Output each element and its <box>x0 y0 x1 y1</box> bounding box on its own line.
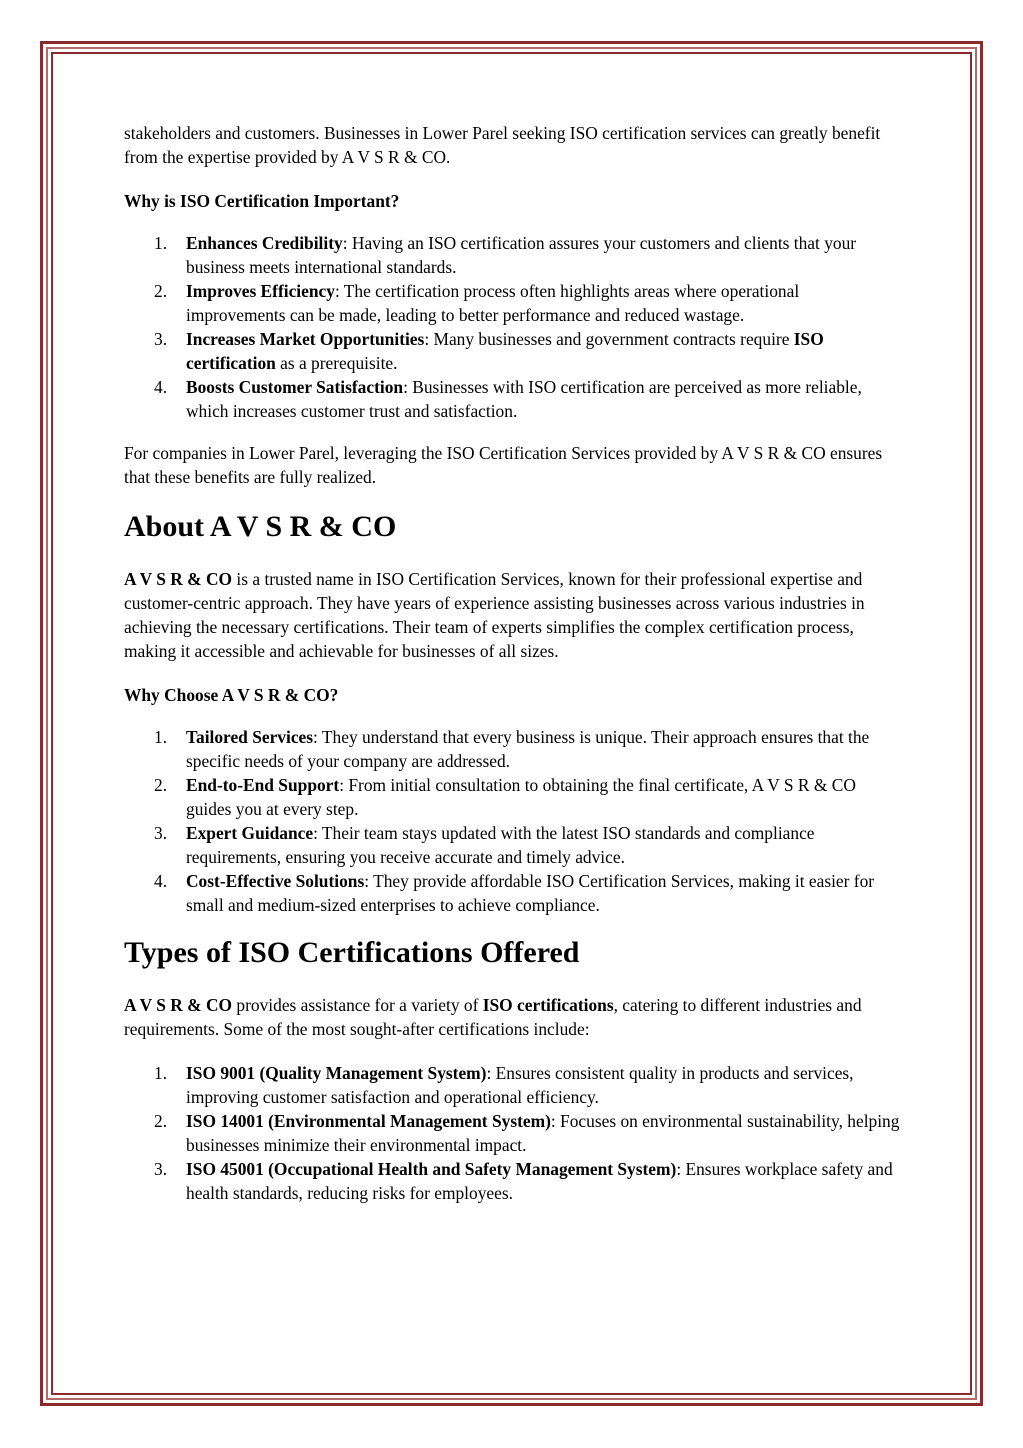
item-title: Increases Market Opportunities <box>186 329 425 349</box>
list-item <box>124 327 900 375</box>
why-important-closing: For companies in Lower Parel, leveraging the ISO Certification Services provided by A V S R & CO ensures that these benefits are fully realized. <box>124 443 883 487</box>
list-number: 1. <box>154 233 168 253</box>
item-title: Boosts Customer Satisfaction <box>186 377 404 397</box>
item-text: : Their team stays updated with the latest ISO standards and compliance requirements, ensuring you receive accurate and timely advice. <box>186 823 815 867</box>
item-title: Enhances Credibility <box>186 233 343 253</box>
list-number: 2. <box>154 775 168 795</box>
item-text: as a prerequisite. <box>275 353 398 373</box>
about-text: is a trusted name in ISO Certification Services, known for their professional expertise and customer-centric approach. They have years of experience assisting businesses across various industries in achieving the necessary certifications. Their team of experts simplifies the complex certification process, making it accessible and achievable for businesses of all sizes. <box>124 569 865 661</box>
list-number: 3. <box>154 329 168 349</box>
about-heading: About A V S R & CO <box>124 510 397 543</box>
list-item <box>124 773 900 821</box>
item-text: : Businesses with ISO certification are perceived as more reliable, which increases customer trust and satisfaction. <box>186 377 862 421</box>
list-number: 4. <box>154 871 168 891</box>
list-number: 2. <box>154 281 168 301</box>
item-title: Tailored Services <box>186 727 314 747</box>
item-text: : From initial consultation to obtaining the final certificate, A V S R & CO guides you at every step. <box>186 775 856 819</box>
about-paragraph <box>124 567 900 663</box>
item-text: : The certification process often highlights areas where operational improvements can be made, leading to better performance and reduced wastage. <box>186 281 800 325</box>
item-text: : They provide affordable ISO Certification Services, making it easier for small and medium-sized enterprises to achieve compliance. <box>186 871 875 915</box>
item-text: : They understand that every business is unique. Their approach ensures that the specific needs of your company are addressed. <box>186 727 870 771</box>
list-number: 3. <box>154 823 168 843</box>
list-number: 1. <box>154 727 168 747</box>
list-item <box>124 1061 900 1109</box>
list-number: 4. <box>154 377 168 397</box>
item-title: Expert Guidance <box>186 823 314 843</box>
list-item <box>124 869 900 917</box>
why-choose-heading: Why Choose A V S R & CO? <box>124 685 339 705</box>
item-title: ISO 14001 (Environmental Management System) <box>186 1111 551 1131</box>
item-title: End-to-End Support <box>186 775 340 795</box>
item-text: : Ensures consistent quality in products and services, improving customer satisfaction and operational efficiency. <box>186 1063 854 1107</box>
item-title: ISO 45001 (Occupational Health and Safety Management System) <box>186 1159 677 1179</box>
list-item <box>124 279 900 327</box>
types-text: , catering to different industries and requirements. Some of the most sought-after certifications include: <box>124 995 862 1039</box>
item-bold-term: ISO certification <box>186 329 824 373</box>
item-title: ISO 9001 (Quality Management System) <box>186 1063 487 1083</box>
item-title: Improves Efficiency <box>186 281 335 301</box>
why-important-list <box>124 231 900 423</box>
company-name: A V S R & CO <box>124 995 233 1015</box>
list-number: 2. <box>154 1111 168 1131</box>
company-name: A V S R & CO <box>124 569 233 589</box>
list-item <box>124 821 900 869</box>
types-paragraph <box>124 993 900 1041</box>
why-choose-list <box>124 725 900 917</box>
types-heading: Types of ISO Certifications Offered <box>124 936 580 969</box>
item-text: : Having an ISO certification assures your customers and clients that your business meets international standards. <box>186 233 857 277</box>
list-number: 1. <box>154 1063 168 1083</box>
intro-paragraph: stakeholders and customers. Businesses in Lower Parel seeking ISO certification services can greatly benefit from the expertise provided by A V S R & CO. <box>124 123 881 167</box>
list-item <box>124 725 900 773</box>
list-number: 3. <box>154 1159 168 1179</box>
list-item <box>124 375 900 423</box>
item-text: : Ensures workplace safety and health standards, reducing risks for employees. <box>186 1159 893 1203</box>
why-important-heading: Why is ISO Certification Important? <box>124 191 400 211</box>
types-text: provides assistance for a variety of <box>232 995 483 1015</box>
list-item <box>124 1109 900 1157</box>
document-body <box>124 121 900 1223</box>
item-title: Cost-Effective Solutions <box>186 871 365 891</box>
list-item <box>124 231 900 279</box>
list-item <box>124 1157 900 1205</box>
item-text: : Focuses on environmental sustainability, helping businesses minimize their environmental impact. <box>186 1111 900 1155</box>
types-list <box>124 1061 900 1205</box>
types-bold-term: ISO certifications <box>482 995 614 1015</box>
item-text: : Many businesses and government contracts require <box>424 329 794 349</box>
